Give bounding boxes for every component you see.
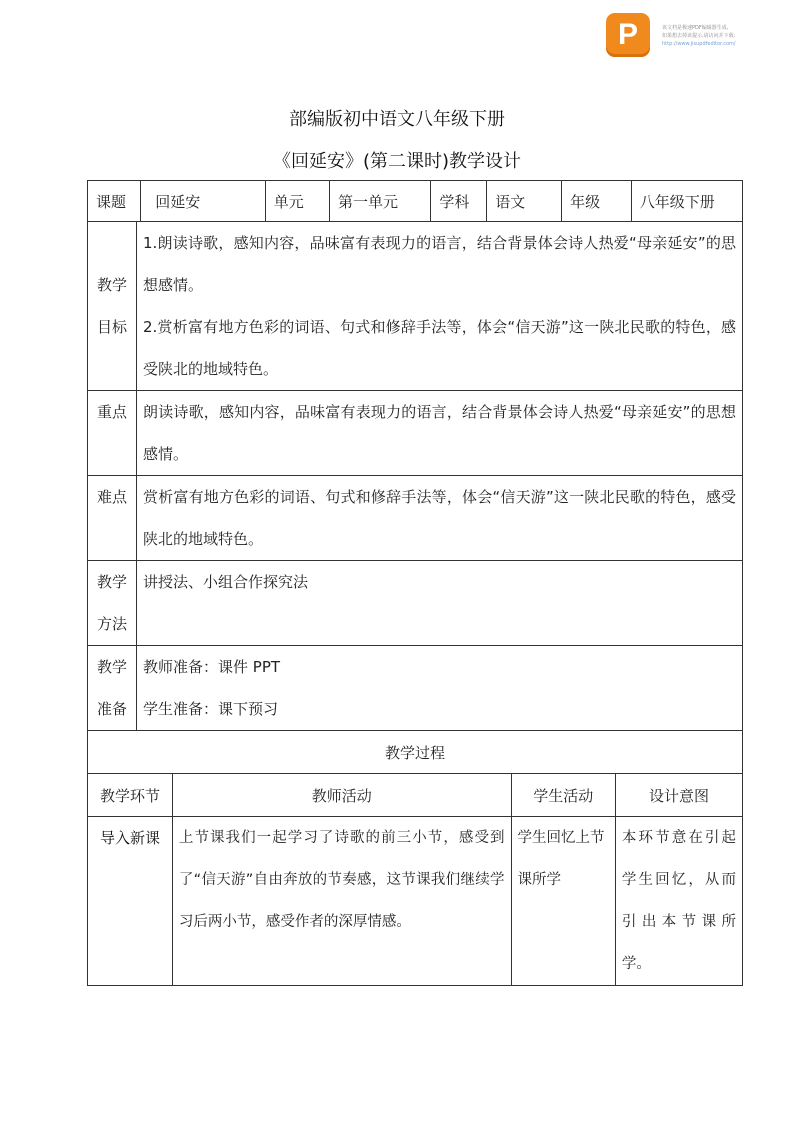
methods-text: 讲授法、小组合作探究法	[137, 561, 743, 646]
objectives-label	[88, 222, 137, 391]
watermark-note-line: 该文档是极速PDF编辑器生成,	[662, 25, 729, 31]
difficulties-label: 难点	[88, 476, 137, 561]
col-header-intent: 设计意图	[615, 774, 742, 817]
subject-value: 语文	[487, 181, 562, 221]
subject-label: 学科	[431, 181, 487, 221]
grade-label: 年级	[562, 181, 632, 221]
student-activity: 学生回忆上节课所学	[511, 817, 615, 986]
topic-label: 课题	[96, 192, 127, 211]
methods-label-line1: 教学	[96, 573, 127, 591]
difficulties-text: 赏析富有地方色彩的词语、句式和修辞手法等，体会“信天游”这一陕北民歌的特色，感受陕北的地域特色。	[137, 476, 743, 561]
objectives-content	[137, 222, 743, 391]
col-header-stage: 教学环节	[99, 786, 160, 805]
preparation-label-line1: 教学	[96, 658, 127, 676]
process-table	[88, 774, 742, 985]
preparation-content	[137, 646, 743, 731]
logo-letter: P	[617, 18, 638, 51]
key-points-label: 重点	[88, 391, 137, 476]
methods-label	[88, 561, 137, 646]
header-row	[88, 181, 742, 221]
key-points-text: 朗读诗歌，感知内容，品味富有表现力的语言，结合背景体会诗人热爱“母亲延安”的思想感情。	[137, 391, 743, 476]
objective-item: 2.赏析富有地方色彩的词语、句式和修辞手法等，体会“信天游”这一陕北民歌的特色，感受陕北的地域特色。	[143, 318, 737, 378]
design-intent: 本环节意在引起学生回忆，从而引出本节课所学。	[615, 817, 742, 986]
grade-value: 八年级下册	[631, 181, 742, 221]
watermark-note	[662, 24, 792, 48]
teacher-activity: 上节课我们一起学习了诗歌的前三小节，感受到了“信天游”自由奔放的节奏感，这节课我们继续学习后两小节，感受作者的深厚情感。	[172, 817, 511, 986]
student-preparation: 学生准备：课下预习	[143, 700, 279, 718]
objectives-label-line1: 教学	[96, 276, 127, 294]
process-title: 教学过程	[88, 731, 743, 774]
watermark-url[interactable]: http://www.jisupdfeditor.com/	[662, 41, 736, 47]
document-subtitle: 《回延安》(第二课时)教学设计	[272, 151, 522, 172]
stage-cell: 导入新课	[88, 817, 172, 986]
objective-item: 1.朗读诗歌，感知内容，品味富有表现力的语言，结合背景体会诗人热爱“母亲延安”的思想感情。	[143, 234, 737, 294]
unit-value: 第一单元	[330, 181, 431, 221]
document-title: 部编版初中语文八年级下册	[289, 109, 505, 130]
preparation-label	[88, 646, 137, 731]
topic-value: 回延安	[141, 181, 265, 221]
pdf-editor-logo	[606, 13, 650, 57]
teacher-preparation: 教师准备：课件 PPT	[143, 658, 281, 676]
objectives-label-line2: 目标	[96, 318, 127, 336]
col-header-student: 学生活动	[511, 774, 615, 817]
methods-label-line2: 方法	[96, 615, 127, 633]
col-header-teacher: 教师活动	[172, 774, 511, 817]
process-row	[88, 817, 742, 986]
preparation-label-line2: 准备	[96, 700, 127, 718]
lesson-plan-table	[87, 180, 743, 986]
unit-label: 单元	[265, 181, 329, 221]
watermark-note-line: 如果想去掉该提示,请访问并下载:	[662, 33, 736, 39]
